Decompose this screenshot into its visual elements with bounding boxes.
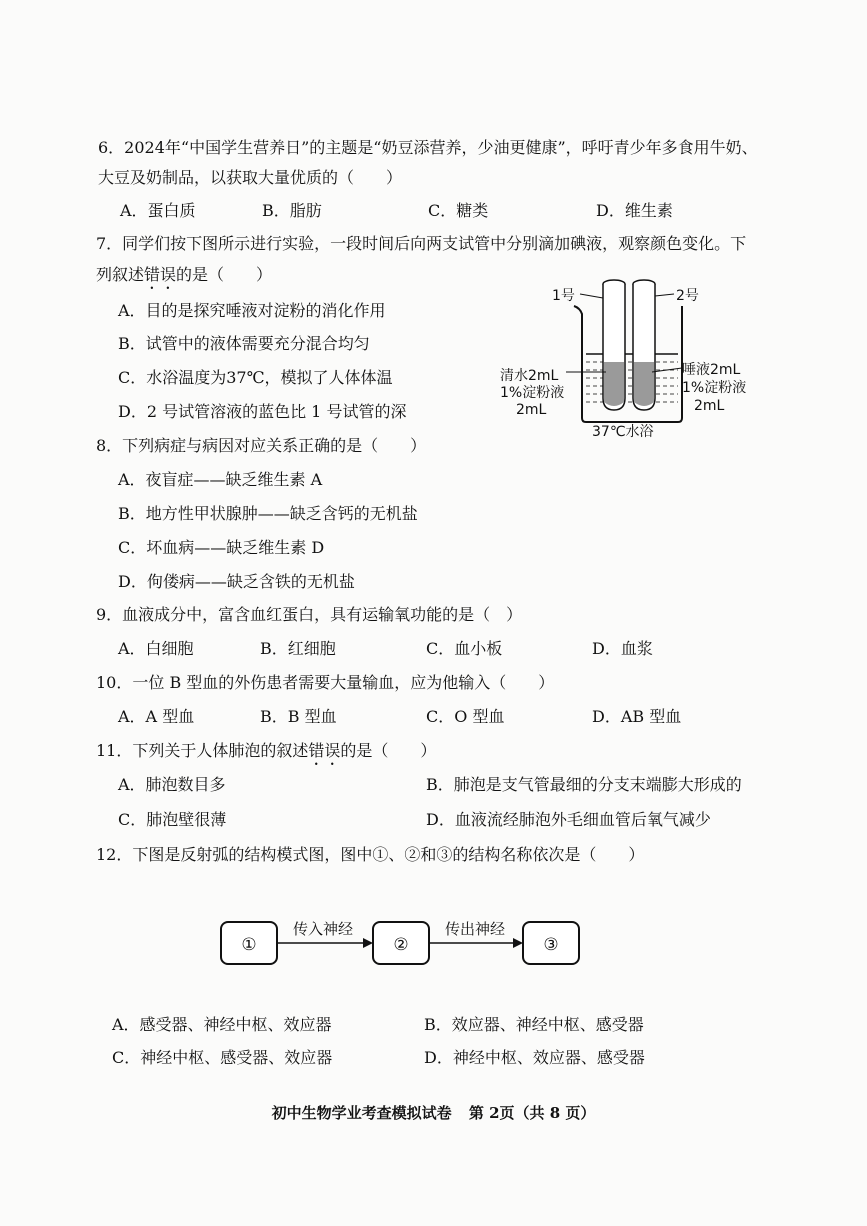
test-tube-1 (603, 280, 625, 410)
q11-stem-post: 的是（ ） (340, 741, 437, 760)
right-label-1: 唾液2mL (682, 362, 741, 378)
q10-stem: 10．一位 B 型血的外伤患者需要大量输血，应为他输入（ ） (96, 673, 555, 692)
q8-option-c[interactable]: C．坏血病——缺乏维生素 D (118, 538, 325, 557)
right-label-2: 1%淀粉液 (682, 380, 747, 396)
q8-stem: 8．下列病症与病因对应关系正确的是（ ） (96, 436, 427, 455)
q8-option-d[interactable]: D．佝偻病——缺乏含铁的无机盐 (118, 572, 355, 591)
afferent-nerve-label: 传入神经 (292, 920, 354, 938)
right-label-3: 2mL (694, 398, 725, 414)
q12-option-c[interactable]: C．神经中枢、感受器、效应器 (112, 1048, 333, 1067)
q7-stem-line1: 7．同学们按下图所示进行实验，一段时间后向两支试管中分别滴加碘液，观察颜色变化。下 (96, 234, 747, 253)
q6-option-a[interactable]: A．蛋白质 (120, 201, 196, 220)
arrow-afferent (277, 938, 373, 948)
tube1-label: 1号 (552, 288, 575, 304)
page-footer (0, 1102, 867, 1123)
q11-stem-pre: 11．下列关于人体肺泡的叙述 (96, 741, 309, 760)
q9-option-d[interactable]: D．血浆 (592, 639, 653, 658)
q7-option-a[interactable]: A．目的是探究唾液对淀粉的消化作用 (118, 301, 386, 320)
efferent-nerve-label: 传出神经 (444, 920, 506, 938)
q12-option-a[interactable]: A．感受器、神经中枢、效应器 (112, 1015, 332, 1034)
q12-reflex-arc-figure (210, 908, 590, 978)
q7-apparatus-figure (496, 270, 766, 440)
page-number: 第 2页（共 8 页） (468, 1104, 596, 1122)
q11-stem-emphasis: 错误 (308, 741, 341, 760)
q11-option-c[interactable]: C．肺泡壁很薄 (118, 810, 227, 829)
tube1-pointer (580, 294, 603, 298)
q12-option-b[interactable]: B．效应器、神经中枢、感受器 (424, 1015, 644, 1034)
q10-option-c[interactable]: C．O 型血 (426, 707, 505, 726)
exam-title: 初中生物学业考查模拟试卷 (271, 1104, 452, 1122)
q11-option-d[interactable]: D．血液流经肺泡外毛细血管后氧气减少 (426, 810, 711, 829)
q12-stem: 12．下图是反射弧的结构模式图，图中①、②和③的结构名称依次是（ ） (96, 845, 645, 864)
left-label-3: 2mL (516, 402, 547, 418)
bath-label: 37℃水浴 (592, 424, 654, 440)
q7-option-d[interactable]: D．2 号试管溶液的蓝色比 1 号试管的深 (118, 402, 407, 421)
q9-stem: 9．血液成分中，富含血红蛋白，具有运输氧功能的是（ ） (96, 605, 523, 624)
q7-stem-post: 的是（ ） (176, 265, 273, 284)
q7-stem-line2 (96, 264, 272, 293)
tube2-label: 2号 (676, 288, 699, 304)
left-label-1: 清水2mL (500, 368, 559, 384)
q7-stem-emphasis: 错误 (144, 265, 177, 284)
q12-option-d[interactable]: D．神经中枢、效应器、感受器 (424, 1048, 645, 1067)
q11-stem (96, 740, 436, 769)
q6-option-c[interactable]: C．糖类 (428, 201, 489, 220)
q10-option-d[interactable]: D．AB 型血 (592, 707, 682, 726)
q11-option-a[interactable]: A．肺泡数目多 (118, 775, 226, 794)
reflex-box-3-label: ③ (543, 935, 559, 955)
test-tube-2 (633, 280, 655, 410)
q8-option-b[interactable]: B．地方性甲状腺肿——缺乏含钙的无机盐 (118, 504, 418, 523)
q9-option-c[interactable]: C．血小板 (426, 639, 503, 658)
q10-option-b[interactable]: B．B 型血 (260, 707, 337, 726)
q9-option-b[interactable]: B．红细胞 (260, 639, 336, 658)
q6-option-d[interactable]: D．维生素 (596, 201, 673, 220)
q7-stem-pre: 列叙述 (96, 265, 145, 284)
q6-stem-line1: 6．2024年“中国学生营养日”的主题是“奶豆添营养，少油更健康”，呼吁青少年多食用牛奶、 (98, 138, 758, 157)
q11-option-b[interactable]: B．肺泡是支气管最细的分支末端膨大形成的 (426, 775, 742, 794)
q9-option-a[interactable]: A．白细胞 (118, 639, 194, 658)
q10-option-a[interactable]: A．A 型血 (118, 707, 195, 726)
tube2-pointer (655, 294, 674, 296)
q7-option-b[interactable]: B．试管中的液体需要充分混合均匀 (118, 334, 370, 353)
water-bath-hatch (586, 362, 678, 402)
reflex-box-1-label: ① (241, 935, 257, 955)
reflex-box-2-label: ② (393, 935, 409, 955)
arrow-efferent (429, 938, 523, 948)
q8-option-a[interactable]: A．夜盲症——缺乏维生素 A (118, 470, 323, 489)
q6-stem-line2: 大豆及奶制品，以获取大量优质的（ ） (98, 168, 403, 187)
beaker-outline (574, 306, 682, 422)
q6-option-b[interactable]: B．脂肪 (262, 201, 322, 220)
q7-option-c[interactable]: C．水浴温度为37℃，模拟了人体体温 (118, 368, 393, 387)
left-label-2: 1%淀粉液 (500, 385, 565, 401)
